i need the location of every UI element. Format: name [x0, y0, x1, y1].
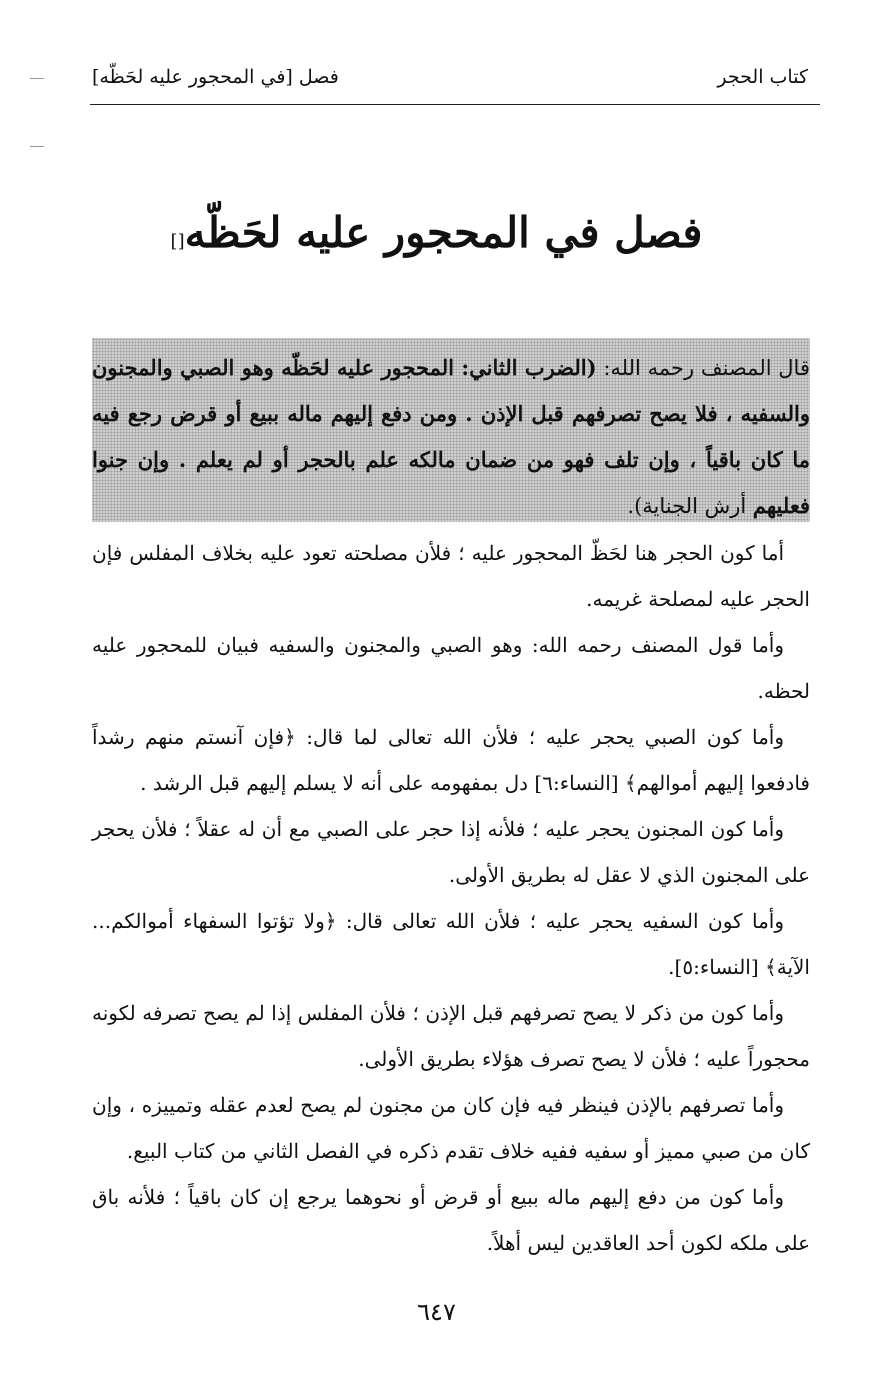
header-book-title: كتاب الحجر	[717, 66, 808, 88]
paragraph: وأما قول المصنف رحمه الله: وهو الصبي والمجنون والسفيه فبيان للمحجور عليه لحظه.	[92, 633, 810, 703]
paragraph: وأما تصرفهم بالإذن فينظر فيه فإن كان من مجنون لم يصح لعدم عقله وتمييزه ، وإن كان من صبي مميز أو سفيه ففيه خلاف تقدم ذكره في الفصل الثاني من كتاب البيع.	[92, 1093, 810, 1163]
quote-tail: أرش الجناية).	[627, 494, 753, 518]
author-quote	[92, 345, 810, 529]
header-section-title: فصل [في المحجور عليه لحَظّه]	[92, 66, 339, 88]
quote-text: (الضرب الثاني: المحجور عليه لحَظّه وهو الصبي والمجنون والسفيه ، فلا يصح تصرفهم قبل الإذن . ومن دفع إليهم ماله ببيع أو قرض رجع فيه ما كان باقياً ، وإن تلف فهو من ضمان مالكه علم بالحجر أو لم يعلم . وإن جنوا فعليهم	[92, 355, 810, 518]
paragraph: أما كون الحجر هنا لحَظّ المحجور عليه ؛ فلأن مصلحته تعود عليه بخلاف المفلس فإن الحجر عليه لمصلحة غريمه.	[92, 541, 810, 611]
chapter-bracket-open: [	[177, 231, 185, 252]
chapter-title-text: فصل في المحجور عليه لحَظّه	[184, 208, 703, 257]
chapter-bracket-close: ]	[170, 231, 178, 252]
running-header	[90, 58, 820, 105]
page-number: ٦٤٧	[417, 1298, 456, 1326]
margin-mark	[30, 146, 44, 147]
paragraph: وأما كون من دفع إليهم ماله ببيع أو قرض أو نحوهما يرجع إن كان باقياً ؛ فلأنه باق على ملكه لكون أحد العاقدين ليس أهلاً.	[92, 1185, 810, 1255]
paragraph: وأما كون المجنون يحجر عليه ؛ فلأنه إذا حجر على الصبي مع أن له عقلاً ؛ فلأن يحجر على المجنون الذي لا عقل له بطريق الأولى.	[92, 817, 810, 887]
quote-intro: قال المصنف رحمه الله:	[596, 356, 810, 380]
margin-mark	[30, 78, 44, 79]
chapter-heading	[0, 208, 873, 258]
paragraph: وأما كون من ذكر لا يصح تصرفهم قبل الإذن ؛ فلأن المفلس إذا لم يصح تصرفه لكونه محجوراً عليه ؛ فلأن لا يصح تصرف هؤلاء بطريق الأولى.	[92, 1001, 810, 1071]
commentary-body	[92, 530, 810, 1266]
paragraph: وأما كون الصبي يحجر عليه ؛ فلأن الله تعالى لما قال: ﴿فإن آنستم منهم رشداً فادفعوا إليهم أموالهم﴾ [النساء:٦] دل بمفهومه على أنه لا يسلم إليهم قبل الرشد .	[92, 725, 810, 795]
paragraph: وأما كون السفيه يحجر عليه ؛ فلأن الله تعالى قال: ﴿ولا تؤتوا السفهاء أموالكم... الآية﴾ [النساء:٥].	[92, 909, 810, 979]
